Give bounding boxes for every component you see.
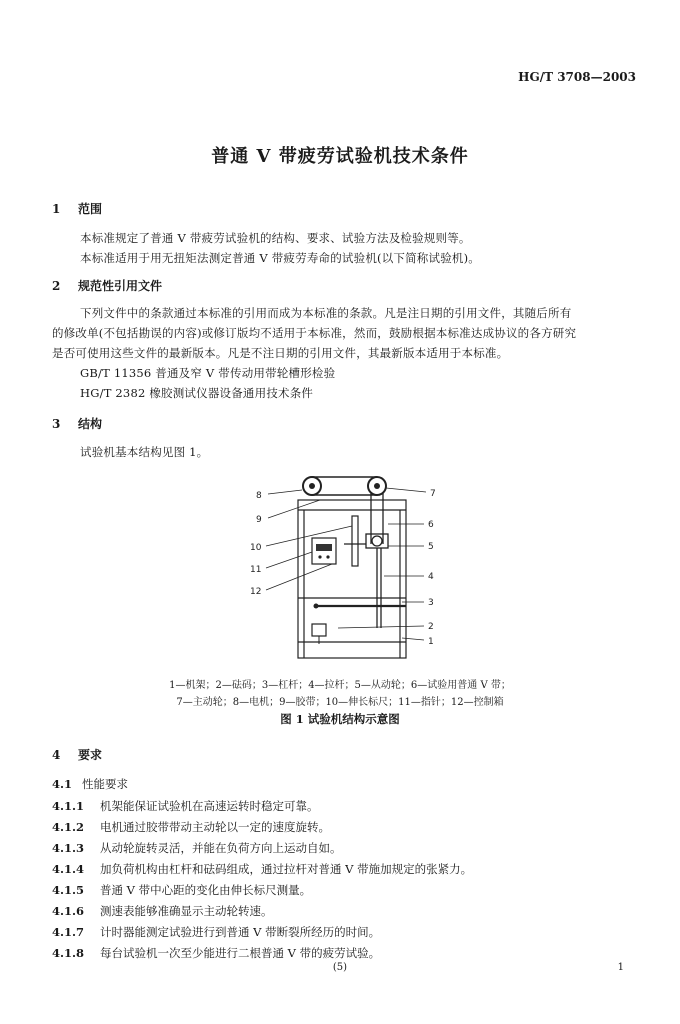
label-8: 8 [256,491,262,501]
clause-number: 4.1.6 [52,904,85,918]
clause-text: 电机通过胶带带动主动轮以一定的速度旋转。 [100,820,330,834]
label-3: 3 [428,598,434,608]
document-title: 普通 V 带疲劳试验机技术条件 [211,146,469,167]
clause-4-1-3 [52,840,342,856]
section-1-heading [52,200,102,217]
label-1: 1 [428,637,434,647]
clause-text: 测速表能够准确显示主动轮转速。 [100,904,273,918]
section-3-heading [52,415,102,432]
figure-caption-line-2: 7—主动轮；8—电机；9—胶带；10—伸长标尺；11—指针；12—控制箱 [176,697,504,708]
clause-4-1-5 [52,882,311,898]
section-number: 4 [52,748,61,762]
subsection-number: 4.1 [52,777,73,791]
figure-title: 图 1 试验机结构示意图 [280,712,400,726]
section-2-line-1: 下列文件中的条款通过本标准的引用而成为本标准的条款。凡是注日期的引用文件，其随后所有 [80,306,572,320]
reference-hg-2382: HG/T 2382 橡胶测试仪器设备通用技术条件 [80,386,314,400]
clause-4-1-6 [52,903,273,919]
label-2: 2 [428,622,434,632]
label-11: 11 [250,565,262,575]
clause-text: 从动轮旋转灵活，并能在负荷方向上运动自如。 [100,841,342,855]
section-title: 范围 [78,202,103,216]
clause-number: 4.1.8 [52,946,85,960]
page-number: 1 [617,962,624,973]
page-footer-center: (5) [332,962,348,973]
figure-caption-line-1: 1—机架；2—砝码；3—杠杆；4—拉杆；5—从动轮；6—试验用普通 V 带； [169,680,511,691]
clause-4-1-8 [52,945,380,961]
clause-text: 每台试验机一次至少能进行二根普通 V 带的疲劳试验。 [100,946,381,960]
section-title: 要求 [78,748,103,762]
section-3-para: 试验机基本结构见图 1。 [80,445,209,459]
clause-number: 4.1.5 [52,883,85,897]
clause-number: 4.1.3 [52,841,85,855]
label-10: 10 [250,543,262,553]
label-9: 9 [256,515,262,525]
clause-4-1-4 [52,861,472,877]
clause-4-1-7 [52,924,380,940]
clause-text: 加负荷机构由杠杆和砝码组成，通过拉杆对普通 V 带施加规定的张紧力。 [100,862,473,876]
section-title: 规范性引用文件 [78,279,163,293]
section-number: 2 [52,279,61,293]
figure-1-diagram [240,468,460,668]
clause-number: 4.1.2 [52,820,85,834]
section-number: 3 [52,417,61,431]
subsection-title: 性能要求 [82,777,128,791]
label-7: 7 [430,489,436,499]
section-1-para-2: 本标准适用于用无扭矩法测定普通 V 带疲劳寿命的试验机(以下简称试验机)。 [80,251,480,265]
clause-4-1-2 [52,819,330,835]
label-6: 6 [428,520,434,530]
clause-number: 4.1.4 [52,862,85,876]
section-number: 1 [52,202,61,216]
clause-number: 4.1.1 [52,799,85,813]
clause-text: 普通 V 带中心距的变化由伸长标尺测量。 [100,883,312,897]
section-title: 结构 [78,417,103,431]
weight [312,624,326,636]
clause-number: 4.1.7 [52,925,85,939]
label-5: 5 [428,542,434,552]
elongation-scale [352,516,358,566]
reference-gb-11356: GB/T 11356 普通及窄 V 带传动用带轮槽形检验 [80,366,336,380]
section-2-heading [52,277,162,294]
section-2-line-3: 是否可使用这些文件的最新版本。凡是不注日期的引用文件，其最新版本适用于本标准。 [52,346,509,360]
label-4: 4 [428,572,434,582]
subsection-4-1 [52,776,128,792]
section-1-para-1: 本标准规定了普通 V 带疲劳试验机的结构、要求、试验方法及检验规则等。 [80,231,471,245]
label-12: 12 [250,587,262,597]
section-2-line-2: 的修改单(不包括勘误的内容)或修订版均不适用于本标准，然而，鼓励根据本标准达成协议的各方研究 [52,326,577,340]
clause-4-1-1 [52,798,319,814]
standard-code: HG/T 3708—2003 [518,70,636,84]
section-4-heading [52,746,102,763]
clause-text: 计时器能测定试验进行到普通 V 带断裂所经历的时间。 [100,925,381,939]
clause-text: 机架能保证试验机在高速运转时稳定可靠。 [100,799,319,813]
